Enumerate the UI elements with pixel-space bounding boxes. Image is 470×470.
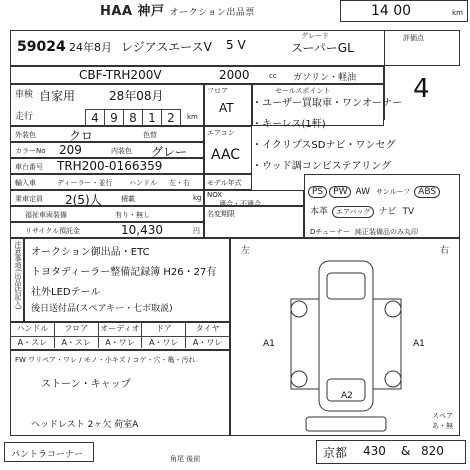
front-left-wheel — [291, 301, 307, 317]
top-mileage-unit: km — [452, 9, 463, 17]
lot-grade: スーパーGL — [291, 41, 354, 55]
equipment-navi: ナビ — [378, 207, 397, 217]
recycle-label: リサイクル預託金 — [25, 227, 81, 235]
equipment-dtuner: Dチューナー — [310, 228, 351, 236]
mileage-digit: 1 — [142, 109, 162, 127]
aircon-value: AAC — [211, 147, 241, 163]
welfare-value: 有り・無し — [115, 211, 150, 219]
recycle-row — [10, 222, 204, 238]
equipment-abs: ABS — [414, 186, 440, 198]
top-mileage: 14 00 — [371, 3, 412, 19]
nox-label: NOX — [207, 191, 223, 199]
interior-label: 内装色 — [111, 147, 132, 155]
condition-header: ドア — [142, 323, 186, 336]
model-year-box — [204, 174, 252, 190]
equipment-airbag: エアバッグ — [332, 206, 374, 218]
condition-header: フロア — [55, 323, 99, 336]
selling-points-list — [252, 96, 460, 174]
car-diagram — [230, 238, 460, 436]
remarks-box — [10, 350, 230, 436]
aircon-box — [204, 126, 252, 174]
damage-mark: A1 — [263, 339, 275, 349]
recycle-value: 10,430 — [121, 223, 163, 237]
front-right-wheel — [385, 301, 401, 317]
notes-side — [10, 238, 24, 322]
mileage-digit: 2 — [161, 109, 181, 127]
condition-header: ハンドル — [11, 323, 55, 336]
spare-mark: あ・無 — [432, 422, 453, 430]
diagram-right-label: 右 — [439, 246, 449, 256]
condition-value: A・ワレ — [192, 338, 223, 347]
notes-side-label: 注意事項(出品店記入) — [14, 241, 22, 310]
rear-left-wheel — [291, 371, 307, 387]
name-change-box — [204, 206, 304, 238]
car-outline-svg — [231, 239, 461, 437]
type-code: CBF-TRH200V — [79, 68, 162, 82]
equipment-note: 純正装備品のみ丸印 — [355, 228, 418, 236]
import-value: ディーラー・並行 — [57, 179, 113, 187]
lot-doors: 5 V — [226, 38, 246, 52]
import-label: 輸入車 — [15, 179, 36, 187]
footer-city: 京都 — [323, 446, 348, 460]
load-label: 積載 — [121, 195, 135, 203]
footer-price-box — [316, 440, 466, 464]
equipment-row-1 — [307, 179, 441, 199]
rear-bumper — [306, 417, 386, 431]
import-row — [10, 174, 204, 190]
welfare-row — [10, 206, 204, 222]
footer-corner-label: パントラコーナー — [11, 450, 84, 460]
top-mileage-box — [340, 0, 468, 22]
model-year-label: モデル年式 — [207, 179, 242, 187]
condition-value: A・ワレ — [99, 337, 143, 348]
lot-grade-label: グレード — [301, 32, 329, 40]
color-no-label: カラーNo — [15, 147, 46, 155]
spare-label: スペア — [432, 412, 453, 420]
remarks-legend: FW ワリペア・ワレ / モノ・小キズ / コゲ・穴・亀・汚れ — [15, 356, 196, 364]
mileage-digits — [85, 107, 180, 127]
header-title: HAA 神戸 — [100, 4, 165, 19]
footer-price-1: 430 — [363, 444, 386, 458]
evaluation-label: 評価点 — [403, 34, 424, 42]
welfare-label: 福祉車両装備 — [25, 211, 67, 219]
equipment-sunroof: サンルーフ — [376, 188, 411, 196]
note-line: トヨタディーラー整備記録簿 H26・27有 — [31, 267, 217, 278]
footer-middle — [170, 446, 200, 465]
capacity-label: 乗車定員 — [15, 195, 43, 203]
name-change-label: 名変期限 — [207, 210, 235, 218]
selling-points-label: セールスポイント — [275, 87, 331, 95]
selling-point: ・キーレス(1軒) — [252, 119, 326, 130]
floor-label: フロア — [207, 87, 228, 95]
handle-value: 左・右 — [169, 179, 190, 187]
chassis-value: TRH200-0166359 — [57, 159, 163, 173]
inspection-date: 28年08月 — [109, 89, 164, 103]
equipment-box — [304, 174, 460, 238]
diagram-left-label: 左 — [241, 246, 251, 256]
condition-header: オーディオ — [99, 323, 143, 336]
evaluation-score: 4 — [413, 74, 430, 104]
type-row — [10, 66, 384, 84]
displacement: 2000 — [219, 68, 250, 82]
fuel-type: ガソリン・軽油 — [293, 73, 357, 83]
condition-header: タイヤ — [195, 324, 220, 333]
equipment-leather: 本革 — [310, 207, 329, 217]
exterior-row — [10, 126, 204, 142]
footer-price-2: 820 — [421, 444, 444, 458]
inspection-label: 車検 — [15, 90, 34, 100]
recycle-unit: 円 — [193, 227, 200, 235]
lot-year: 24年8月 — [69, 41, 112, 54]
capacity-row — [10, 190, 204, 206]
exterior-value: クロ — [69, 129, 94, 143]
chassis-row — [10, 158, 204, 174]
nox-box — [204, 190, 304, 206]
condition-values-row — [11, 337, 229, 348]
equipment-pw: PW — [329, 186, 351, 198]
header — [100, 0, 255, 19]
floor-value: AT — [219, 101, 234, 115]
right-side — [373, 299, 401, 389]
remark-line: ヘッドレスト 2ヶ欠 荷室A — [31, 420, 139, 430]
equipment-tv: TV — [402, 207, 415, 217]
nox-value: 適合・不適合 — [219, 200, 261, 208]
condition-value: A・ワレ — [142, 337, 186, 348]
footer-corner — [4, 442, 94, 462]
color-change-label: 色替 — [143, 131, 157, 139]
floor-box — [204, 84, 252, 126]
selling-point: ・ウッド調コンビステアリング — [252, 161, 391, 172]
aircon-label: エアコン — [207, 129, 235, 137]
mileage-digit: 8 — [123, 109, 143, 127]
mileage-digit: 9 — [104, 109, 124, 127]
condition-header-row — [11, 323, 229, 337]
footer-and: & — [401, 444, 411, 458]
mileage-label: 走行 — [15, 112, 34, 122]
note-line: 社外LEDテール — [31, 287, 101, 298]
selling-point: ・ユーザー買取車・ワンオーナー — [252, 98, 402, 109]
lot-model: レジアスエースV — [121, 40, 212, 54]
condition-value: A・スレ — [11, 337, 55, 348]
condition-value: A・スレ — [55, 337, 99, 348]
damage-mark: A1 — [413, 339, 425, 349]
inspection-value: 自家用 — [39, 89, 76, 103]
remark-line: ストーン・キャップ — [41, 379, 131, 390]
damage-mark-sticker: A2 — [341, 391, 353, 401]
note-line: 後日送付品(スペアキー・七ボ取説) — [31, 304, 173, 314]
inspection-box — [10, 84, 204, 126]
load-unit: kg — [193, 194, 202, 202]
condition-grid — [10, 322, 230, 350]
chassis-label: 車台番号 — [15, 163, 43, 171]
header-subtitle: オークション出品票 — [169, 8, 255, 18]
notes-box — [24, 238, 230, 322]
mileage-unit: km — [187, 113, 198, 121]
exterior-label: 外装色 — [15, 131, 36, 139]
selling-point: ・イクリプスSDナビ・ワンセグ — [252, 140, 396, 151]
equipment-aw: AW — [355, 187, 371, 197]
capacity-value: 2(5)人 — [65, 193, 102, 207]
equipment-ps: PS — [308, 186, 327, 198]
note-line: オークション御出品・ETC — [31, 247, 150, 258]
left-side — [291, 299, 319, 389]
lot-number: 59024 — [17, 39, 66, 55]
interior-value: グレー — [151, 145, 188, 159]
rear-right-wheel — [385, 371, 401, 387]
cc-label: cc — [269, 72, 277, 80]
footer-middle-text: 角尾 後前 — [170, 455, 201, 463]
mileage-digit: 4 — [85, 109, 105, 127]
color-row — [10, 142, 204, 158]
handle-label: ハンドル — [129, 179, 157, 187]
windshield — [327, 273, 365, 299]
color-no-value: 209 — [59, 143, 82, 157]
